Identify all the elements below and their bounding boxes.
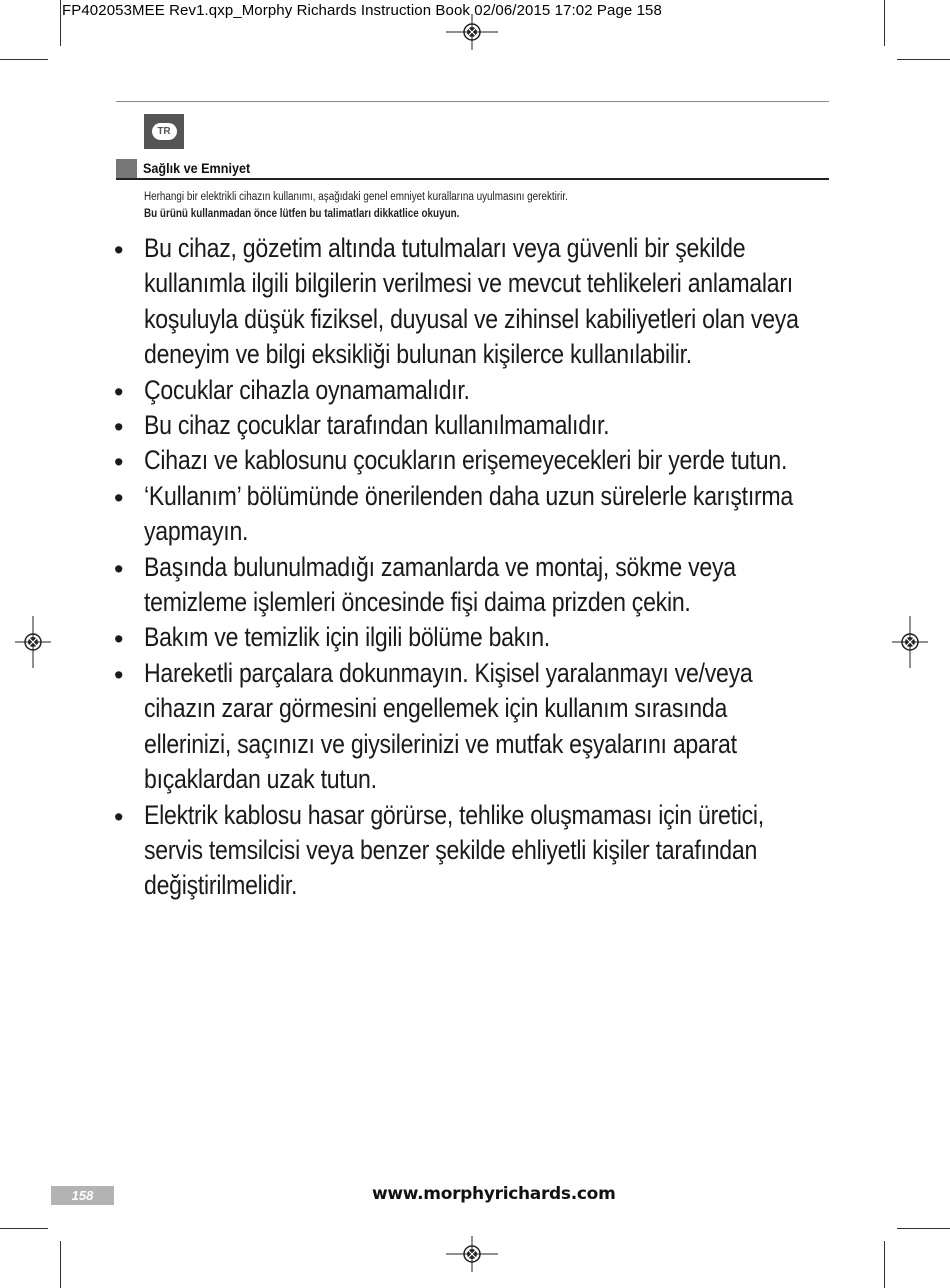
- page-number: 158: [51, 1186, 114, 1205]
- bullet-icon: •: [114, 659, 124, 690]
- list-item: [114, 443, 924, 478]
- crop-mark: [884, 0, 885, 46]
- crop-mark: [884, 1241, 885, 1288]
- bullet-icon: •: [114, 376, 124, 407]
- bullet-icon: •: [114, 482, 124, 513]
- list-item: [114, 408, 924, 443]
- language-code: TR: [152, 123, 177, 140]
- section-heading: [116, 159, 829, 181]
- list-item-text: Çocuklar cihazla oynamamalıdır.: [144, 374, 470, 405]
- crop-mark: [60, 1241, 61, 1288]
- language-badge: [144, 114, 184, 149]
- website-url: www.morphyrichards.com: [372, 1184, 616, 1204]
- list-item: [114, 656, 924, 798]
- safety-list: [114, 231, 924, 904]
- registration-mark-icon: [442, 1224, 502, 1284]
- list-item: [114, 479, 924, 550]
- list-item-text: Cihazı ve kablosunu çocukların erişemeyecekleri bir yerde tutun.: [144, 445, 788, 476]
- crop-mark: [60, 0, 61, 46]
- registration-mark-icon: [3, 612, 63, 672]
- bullet-icon: •: [114, 447, 124, 478]
- list-item-text: Bu cihaz, gözetim altında tutulmaları veya güvenli bir şekilde kullanımla ilgili bilgilerin verilmesi ve mevcut tehlikeleri anlamaları koşuluyla düşük fiziksel, duyusal ve zihinsel kabiliyetleri olan veya deneyim ve bilgi eksikliği bulunan kişilerce kullanılabilir.: [144, 233, 799, 370]
- header-rule: [116, 101, 829, 102]
- list-item-text: ‘Kullanım’ bölümünde önerilenden daha uzun sürelerle karıştırma yapmayın.: [144, 480, 793, 547]
- intro-line: Herhangi bir elektrikli cihazın kullanımı, aşağıdaki genel emniyet kurallarına uyulmasını gerektirir.: [144, 191, 568, 203]
- bullet-icon: •: [114, 235, 124, 265]
- section-tab-marker: [116, 159, 137, 178]
- crop-mark: [0, 59, 48, 60]
- registration-mark-icon: [442, 2, 502, 62]
- intro-line-bold: Bu ürünü kullanmadan önce lütfen bu talimatları dikkatlice okuyun.: [144, 208, 460, 220]
- bullet-icon: •: [114, 624, 124, 655]
- bullet-icon: •: [114, 412, 124, 443]
- list-item: [114, 231, 924, 373]
- list-item: [114, 620, 924, 655]
- list-item-text: Bu cihaz çocuklar tarafından kullanılmamalıdır.: [144, 410, 610, 441]
- bullet-icon: •: [114, 553, 124, 584]
- list-item-text: Elektrik kablosu hasar görürse, tehlike oluşmaması için üretici, servis temsilcisi veya benzer şekilde ehliyetli kişiler tarafından değiştirilmelidir.: [144, 799, 764, 901]
- list-item-text: Başında bulunulmadığı zamanlarda ve montaj, sökme veya temizleme işlemleri öncesinde fişi daima prizden çekin.: [144, 551, 736, 618]
- crop-mark: [897, 59, 950, 60]
- list-item: [114, 798, 924, 904]
- list-item-text: Bakım ve temizlik için ilgili bölüme bakın.: [144, 622, 550, 653]
- list-item-text: Hareketli parçalara dokunmayın. Kişisel yaralanmayı ve/veya cihazın zarar görmesini engellemek için kullanım sırasında ellerinizi, saçınızı ve giysilerinizi ve mutfak eşyalarını aparat bıçaklardan uzak tutun.: [144, 657, 753, 795]
- bullet-icon: •: [114, 801, 124, 832]
- list-item: [114, 373, 924, 408]
- crop-mark: [0, 1228, 48, 1229]
- section-rule: [116, 178, 829, 180]
- print-slug: FP402053MEE Rev1.qxp_Morphy Richards Instruction Book 02/06/2015 17:02 Page 158: [62, 2, 662, 19]
- crop-mark: [897, 1228, 950, 1229]
- list-item: [114, 550, 924, 621]
- section-title: Sağlık ve Emniyet: [143, 160, 251, 176]
- intro-text: [144, 189, 712, 223]
